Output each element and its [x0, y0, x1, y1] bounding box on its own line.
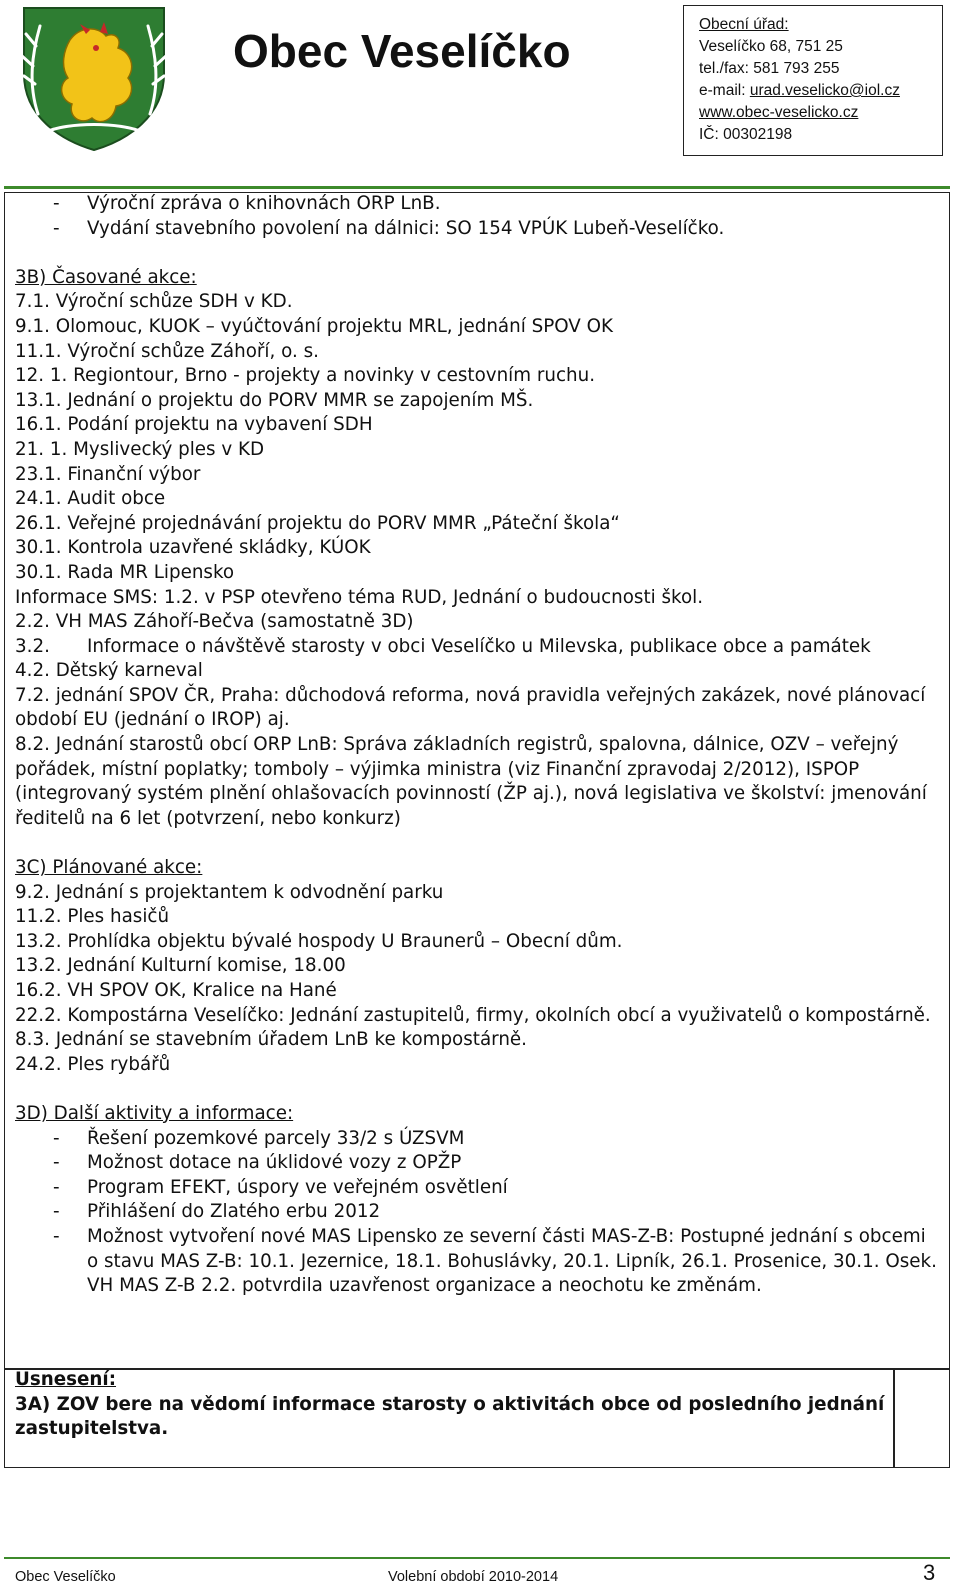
section-heading-planned: 3C) Plánované akce: — [15, 857, 203, 879]
list-item: 12. 1. Regiontour, Brno - projekty a novinky v cestovním ruchu. — [15, 365, 596, 387]
resolution-label: Usnesení: — [15, 1369, 117, 1390]
resolution-column-divider — [893, 1368, 895, 1468]
footer-middle: Volební období 2010-2014 — [388, 1569, 559, 1585]
list-item: 13.1. Jednání o projektu do PORV MMR se zapojením MŠ. — [15, 389, 534, 411]
list-item: 8.2. Jednání starostů obcí ORP LnB: Správa základních registrů, spalovna, dálnice, OZV – veřejný pořádek, místní poplatky; tomboly – výjimka ministra (viz Finanční zpravodaj 2/2012), ISPOP (integrovaný systém plnění ohlašovacích povinností (ŽP aj.), nová legislativa ve školství: jmenování ředitelů na 6 let (potvrzení, nebo konkurz) — [15, 734, 927, 829]
list-item: Informace SMS: 1.2. v PSP otevřeno téma RUD, Jednání o budoucnosti škol. — [15, 586, 704, 608]
resolution-text: 3A) ZOV bere na vědomí informace starosty o aktivitách obce od posledního jednání zastupitelstva. — [15, 1393, 885, 1440]
list-item: 23.1. Finanční výbor — [15, 463, 201, 485]
list-dash: - — [53, 1225, 60, 1247]
coat-of-arms-icon — [18, 4, 170, 152]
list-dash: - — [53, 1201, 60, 1223]
footer-divider — [4, 1557, 950, 1559]
list-item: 22.2. Kompostárna Veselíčko: Jednání zastupitelů, firmy, okolních obcí a využivatelů o kompostárně. 8.3. Jednání se stavebním úřadem LnB ke kompostárně. — [15, 1004, 931, 1051]
list-item: 16.1. Podání projektu na vybavení SDH — [15, 414, 373, 436]
list-item: 9.2. Jednání s projektantem k odvodnění parku — [15, 881, 444, 903]
list-item: 11.2. Ples hasičů — [15, 906, 170, 928]
list-item: 21. 1. Myslivecký ples v KD — [15, 438, 265, 460]
list-item-text: Řešení pozemkové parcely 33/2 s ÚZSVM — [87, 1127, 465, 1149]
list-item: 24.1. Audit obce — [15, 488, 166, 510]
list-item: 30.1. Rada MR Lipensko — [15, 561, 235, 583]
list-dash: - — [53, 1127, 60, 1149]
list-dash: - — [53, 193, 60, 214]
section-heading-timed: 3B) Časované akce: — [15, 266, 197, 288]
list-item-text: Informace o návštěvě starosty v obci Veselíčko u Milevska, publikace obce a památek — [87, 635, 871, 657]
list-item: 30.1. Kontrola uzavřené skládky, KÚOK — [15, 537, 371, 559]
list-item: 13.2. Prohlídka objektu bývalé hospody U Braunerů – Obecní dům. — [15, 930, 623, 952]
list-dash: - — [53, 217, 60, 239]
list-item — [15, 1151, 940, 1176]
page-number: 3 — [923, 1560, 936, 1585]
list-item: 16.2. VH SPOV OK, Kralice na Hané — [15, 980, 337, 1001]
report-content — [15, 192, 940, 1299]
list-item: 7.1. Výroční schůze SDH v KD. — [15, 291, 293, 313]
list-item — [15, 1200, 940, 1225]
list-item: 13.2. Jednání Kulturní komise, 18.00 — [15, 955, 346, 977]
list-item-text: Program EFEKT, úspory ve veřejném osvětlení — [87, 1176, 508, 1198]
list-item: 2.2. VH MAS Záhoří-Bečva (samostatně 3D) — [15, 611, 414, 633]
list-item — [15, 192, 940, 217]
contact-web-link[interactable]: www.obec-veselicko.cz — [699, 104, 859, 121]
header-divider — [4, 186, 950, 189]
list-item — [15, 217, 940, 242]
contact-box — [683, 5, 943, 156]
section-heading-other: 3D) Další aktivity a informace: — [15, 1102, 294, 1124]
list-item: 24.2. Ples rybářů — [15, 1053, 171, 1075]
page-title: Obec Veselíčko — [233, 25, 571, 77]
contact-email-link[interactable]: urad.veselicko@iol.cz — [749, 82, 900, 99]
page-header — [0, 0, 960, 190]
list-dash: - — [53, 1176, 60, 1198]
contact-address: Veselíčko 68, 751 25 — [699, 38, 843, 55]
list-item — [15, 635, 940, 660]
list-item-date: 3.2. — [15, 635, 50, 657]
list-item-text: Možnost vytvoření nové MAS Lipensko ze severní části MAS-Z-B: Postupné jednání s obcemi o stavu MAS Z-B: 10.1. Jezernice, 18.1. Bohuslávky, 20.1. Lipník, 26.1. Prosenice, 30.1. Osek. VH MAS Z-B 2.2. potvrdila uzavřenost organizace a neochotu ke změnám. — [87, 1225, 937, 1297]
contact-tel: tel./fax: 581 793 255 — [699, 60, 840, 77]
resolution-block — [15, 1368, 885, 1442]
contact-email-row — [699, 80, 942, 102]
list-item: 11.1. Výroční schůze Záhoří, o. s. — [15, 340, 319, 362]
list-item — [15, 1176, 940, 1201]
list-item-text: Možnost dotace na úklidové vozy z OPŽP — [87, 1152, 462, 1174]
list-dash: - — [53, 1152, 60, 1174]
list-item: 7.2. jednání SPOV ČR, Praha: důchodová reforma, nová pravidla veřejných zakázek, nové plánovací období EU (jednání o IROP) aj. — [15, 684, 926, 731]
list-item: 9.1. Olomouc, KUOK – vyúčtování projektu MRL, jednání SPOV OK — [15, 315, 613, 337]
contact-ico: IČ: 00302198 — [699, 126, 793, 143]
contact-email-prefix: e-mail: — [699, 82, 750, 99]
list-item: 4.2. Dětský karneval — [15, 660, 203, 682]
list-item — [15, 1225, 940, 1299]
contact-label: Obecní úřad: — [699, 16, 789, 33]
list-item-text: Vydání stavebního povolení na dálnici: SO 154 VPÚK Lubeň-Veselíčko. — [87, 217, 725, 239]
list-item — [15, 1127, 940, 1152]
list-item-text: Přihlášení do Zlatého erbu 2012 — [87, 1201, 381, 1223]
list-item: 26.1. Veřejné projednávání projektu do PORV MMR „Páteční škola“ — [15, 512, 620, 534]
footer-left: Obec Veselíčko — [15, 1569, 116, 1585]
list-item-text: Výroční zpráva o knihovnách ORP LnB. — [87, 193, 441, 214]
